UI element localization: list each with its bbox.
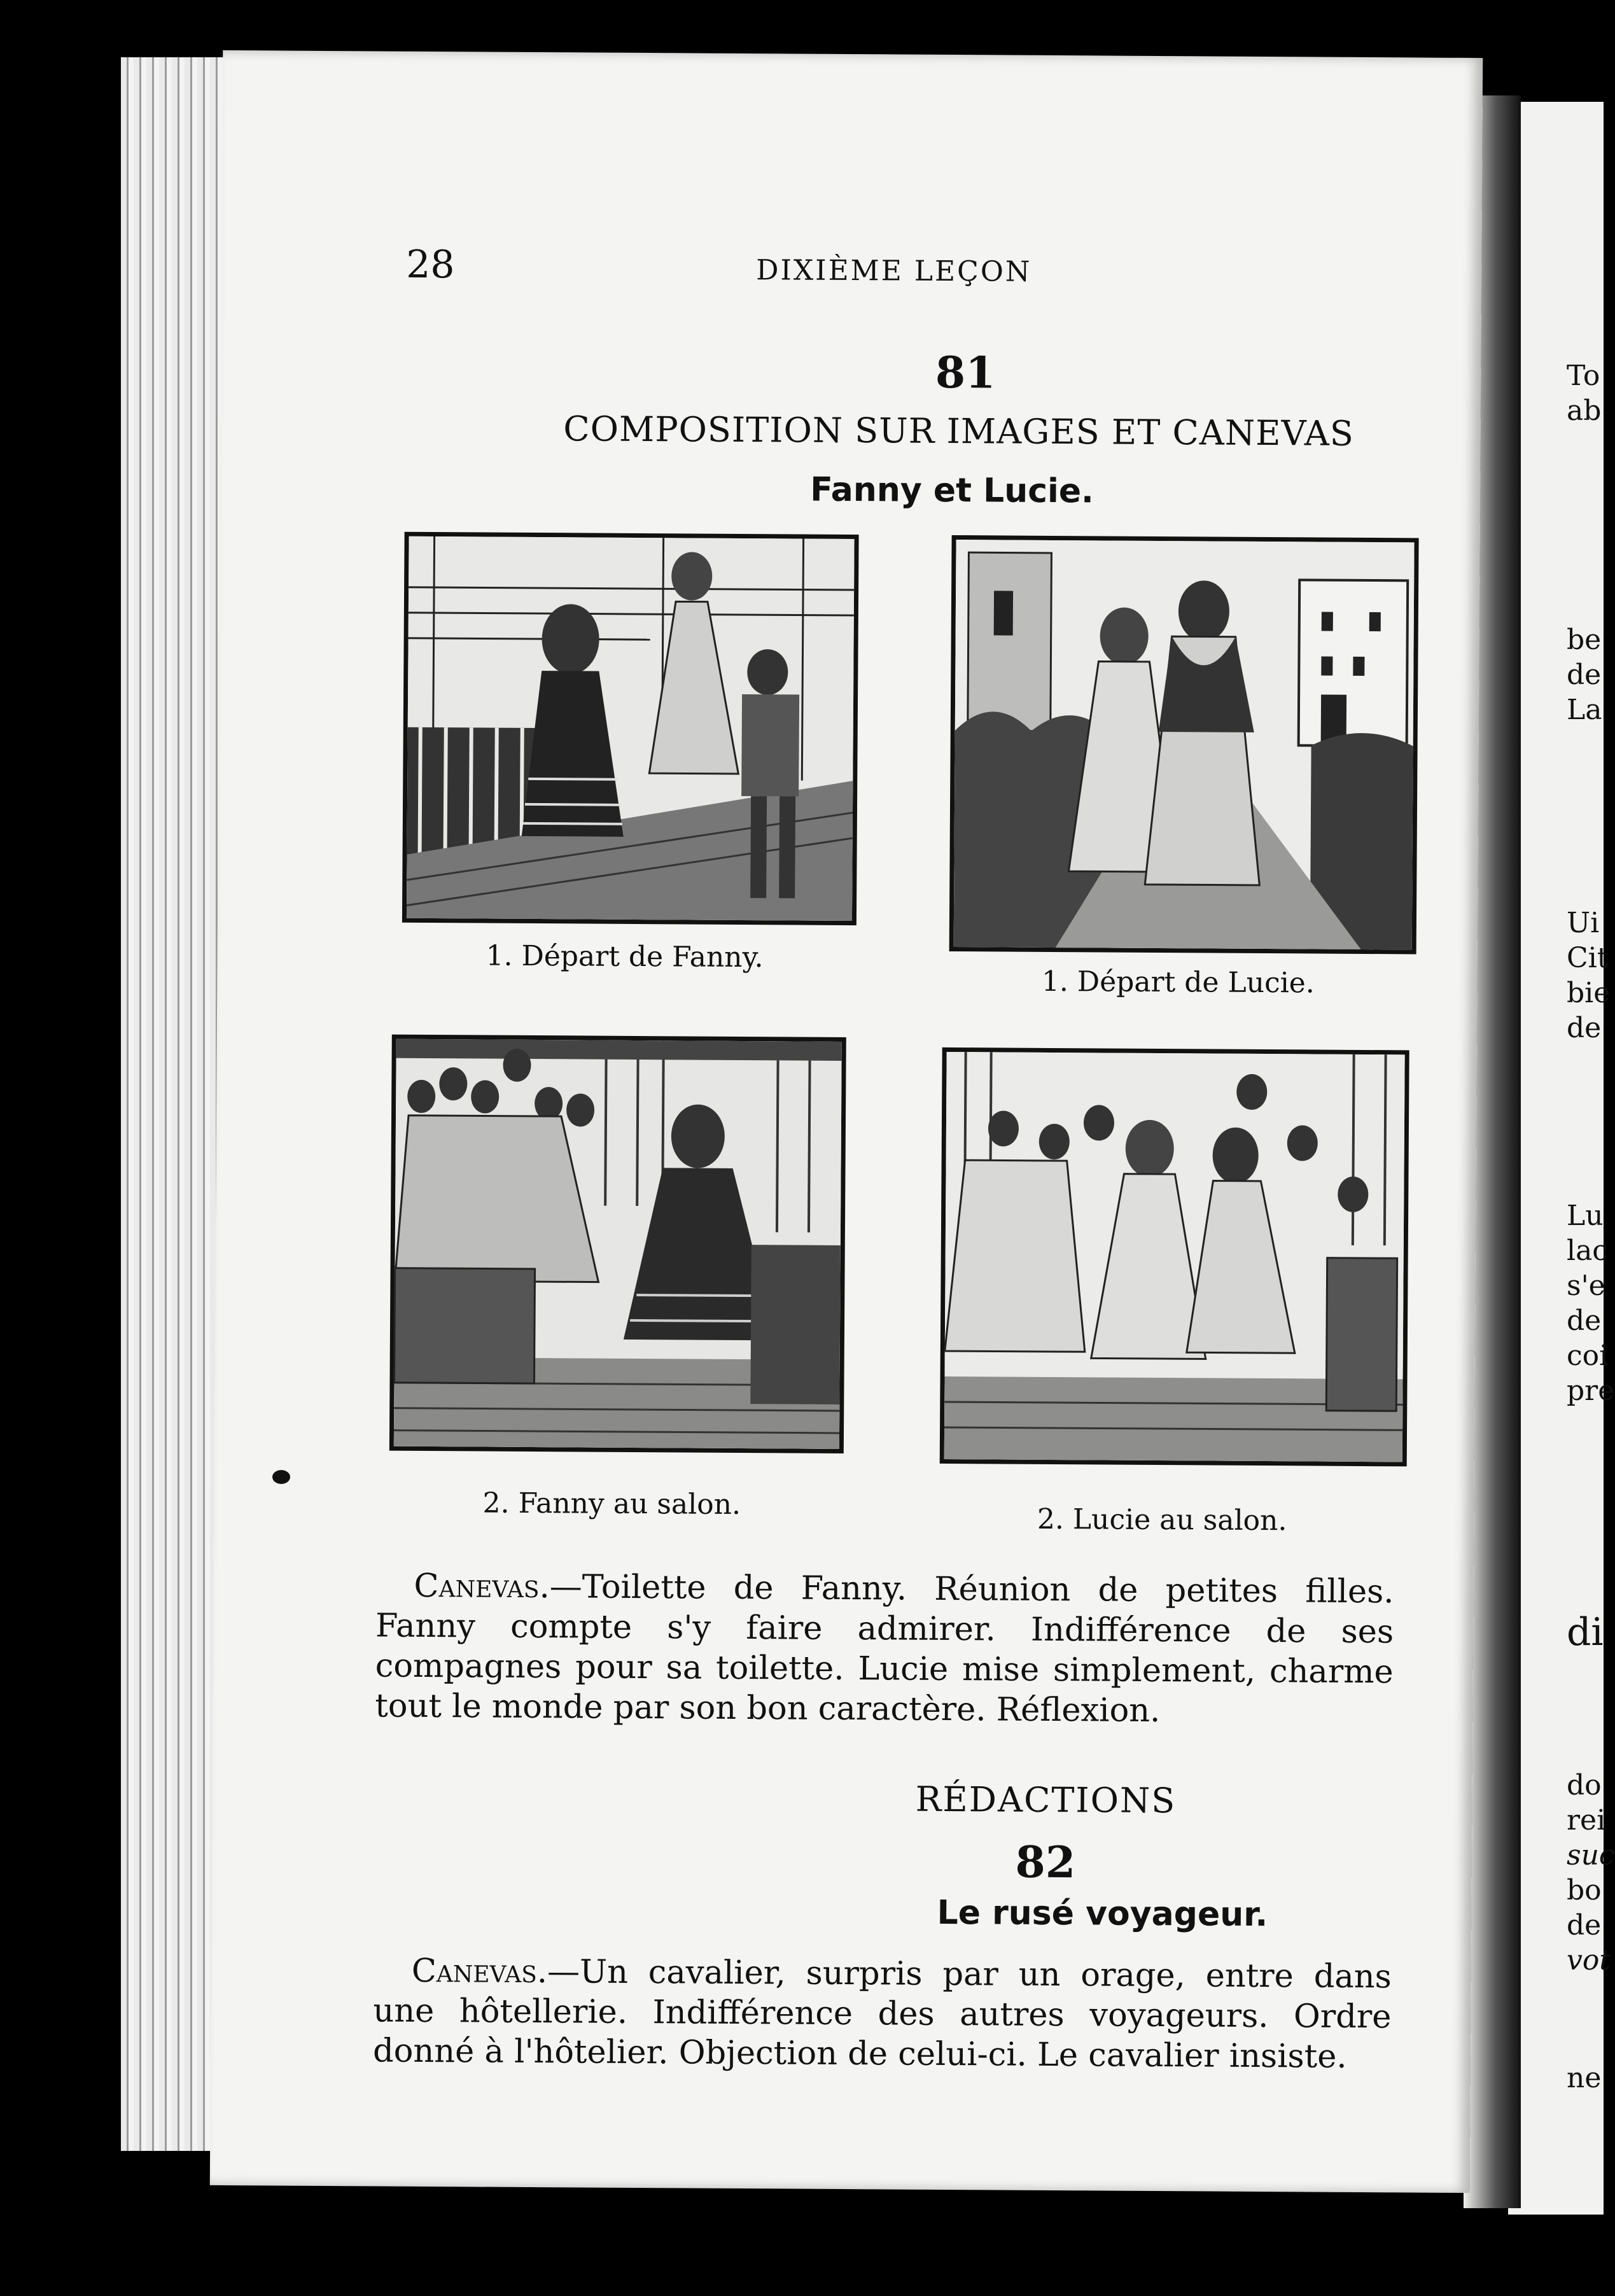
facing-text: de [1567, 1012, 1602, 1044]
facing-text: vot [1567, 1944, 1611, 1977]
canevas-text: —Toilette de Fanny. Réunion de petites filles. Fanny compte s'y faire admirer. Indifférence de ses compagnes pour sa toilette. Lucie mise simplement, charme tout le monde par son bon caractère. Réflexion. [375, 1568, 1394, 1730]
facing-text: Lu [1567, 1200, 1604, 1232]
facing-text: do [1567, 1769, 1602, 1802]
running-head: DIXIÈME LEÇON [756, 254, 1032, 288]
facing-text: lac [1567, 1235, 1608, 1267]
facing-text: coi [1567, 1340, 1609, 1372]
canevas-81-paragraph [375, 1565, 1394, 1732]
engraving-depart-lucie-art [954, 540, 1415, 949]
facing-text: be [1567, 624, 1602, 656]
facing-text: ne [1567, 2062, 1602, 2094]
section-number: 81 [935, 347, 996, 399]
book-page [210, 50, 1483, 2193]
caption-lucie-au-salon: 2. Lucie au salon. [1037, 1502, 1287, 1537]
facing-text: pre [1567, 1375, 1615, 1407]
redactions-heading: RÉDACTIONS [915, 1779, 1177, 1821]
facing-text: La [1567, 694, 1602, 726]
caption-depart-fanny: 1. Départ de Fanny. [486, 939, 764, 974]
canevas-82-paragraph [373, 1950, 1392, 2077]
section-number-82: 82 [1015, 1837, 1076, 1889]
canevas-label: Canevas. [414, 1567, 550, 1606]
facing-text: de [1567, 659, 1602, 691]
facing-text: di [1567, 1610, 1604, 1655]
canevas-label: Canevas. [411, 1952, 548, 1991]
facing-text: Cit [1567, 942, 1609, 974]
caption-depart-lucie: 1. Départ de Lucie. [1041, 965, 1315, 1000]
engraving-fanny-au-salon [389, 1035, 846, 1453]
canevas-text: —Un cavalier, surpris par un orage, entre dans une hôtellerie. Indifférence des autres voyageurs. Ordre donné à l'hôtelier. Objection de celui-ci. Le cavalier insiste. [372, 1953, 1392, 2076]
engraving-depart-fanny-art [407, 536, 855, 921]
ink-mark [272, 1470, 290, 1484]
page-number: 28 [406, 242, 455, 288]
facing-text: s'e [1567, 1270, 1605, 1302]
facing-text: de [1567, 1305, 1602, 1337]
facing-text: Ui [1567, 907, 1600, 939]
section-heading: COMPOSITION SUR IMAGES ET CANEVAS [563, 409, 1355, 454]
facing-text: bo [1567, 1874, 1602, 1907]
facing-text: suc [1567, 1839, 1615, 1872]
engraving-lucie-au-salon [940, 1047, 1409, 1466]
engraving-lucie-au-salon-art [944, 1052, 1405, 1462]
facing-page-strip [1508, 102, 1615, 2215]
engraving-fanny-au-salon-art [394, 1039, 842, 1449]
facing-text: To [1567, 360, 1600, 392]
section-title: Fanny et Lucie. [810, 470, 1094, 511]
engraving-depart-fanny [402, 532, 859, 925]
facing-text: ab [1567, 395, 1602, 427]
engraving-depart-lucie [949, 535, 1419, 954]
caption-fanny-au-salon: 2. Fanny au salon. [482, 1487, 741, 1521]
section-title-82: Le rusé voyageur. [937, 1893, 1268, 1935]
facing-text: de [1567, 1909, 1602, 1942]
facing-text: bie [1567, 977, 1611, 1009]
facing-text: rei [1567, 1804, 1606, 1837]
